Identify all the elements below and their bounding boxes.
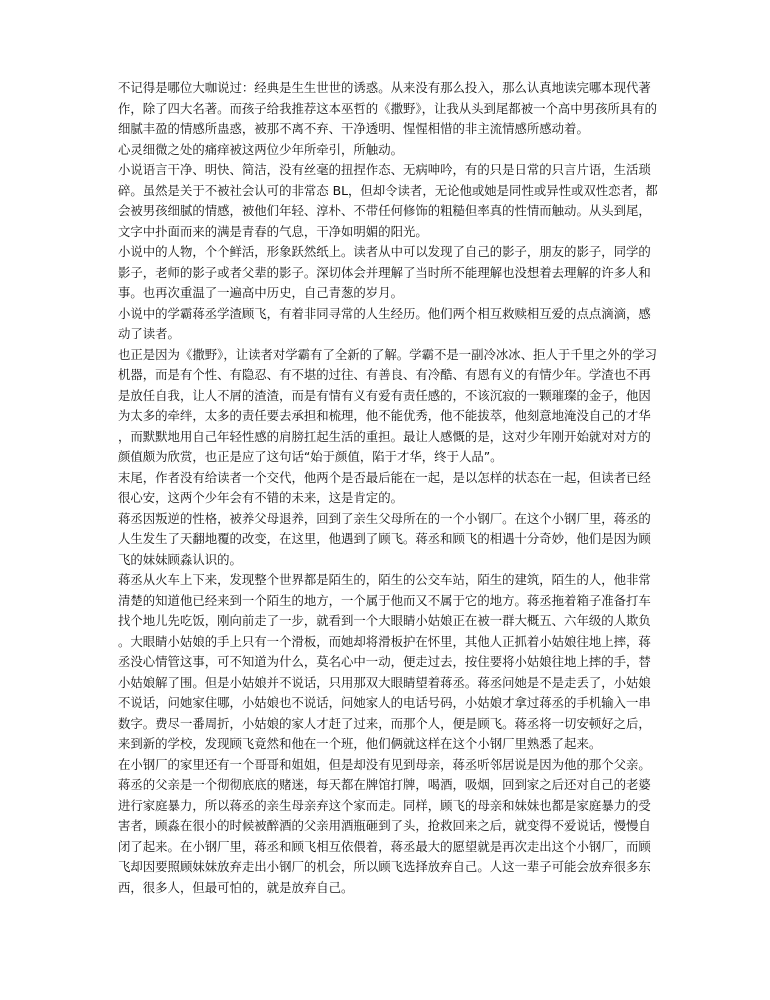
paragraph-language: 小说语言干净、明快、简洁，没有丝毫的扭捏作态、无病呻吟，有的只是日常的只言片语，生活琐碎。虽然是关于不被社会认可的非常态 BL，但却令读者，无论他或她是同性或异性或双性恋者，都会被男孩细腻的情感，被他们年轻、淳朴、不带任何修饰的粗糙但率真的性情而触动。从头到尾，文字中扑面而来的满是青春的气息，干净如明媚的阳光。	[118, 162, 658, 239]
paragraph-protagonists: 小说中的学霸蒋丞学渣顾飞，有着非同寻常的人生经历。他们两个相互救赎相互爱的点点滴滴，感动了读者。	[118, 305, 651, 341]
paragraph-characters: 小说中的人物，个个鲜活，形象跃然纸上。读者从中可以发现了自己的影子，朋友的影子，同学的影子，老师的影子或者父辈的影子。深切体会并理解了当时所不能理解也没想着去理解的许多人和事。也再次重温了一遍高中历史，自己青葱的岁月。	[118, 244, 651, 300]
paragraph-ending: 末尾，作者没有给读者一个交代，他两个是否最后能在一起，是以怎样的状态在一起，但读者已经很心安，这两个少年会有不错的未来，这是肯定的。	[118, 469, 651, 505]
paragraph-intro: 不记得是哪位大咖说过：经典是生生世世的诱惑。从来没有那么投入，那么认真地读完哪本现代著作，除了四大名著。而孩子给我推荐这本巫哲的《撒野》，让我从头到尾都被一个高中男孩所具有的细腻丰盈的情感所蛊惑，被那不离不弃、干净透明、惺惺相惜的非主流情感所感动着。	[118, 80, 657, 136]
paragraph-meeting: 蒋丞因叛逆的性格，被养父母退养，回到了亲生父母所在的一个小钢厂。在这个小钢厂里，蒋丞的人生发生了天翻地覆的改变，在这里，他遇到了顾飞。蒋丞和顾飞的相遇十分奇妙，他们是因为顾飞的妹妹顾淼认识的。	[118, 510, 651, 567]
paragraph-train-station: 蒋丞从火车上下来，发现整个世界都是陌生的，陌生的公交车站，陌生的建筑，陌生的人，他非常清楚的知道他已经来到一个陌生的地方，一个属于他而又不属于它的地方。蒋丞拖着箱子准备打车找个地儿先吃饭，刚向前走了一步，就看到一个大眼睛小姑娘正在被一群大概五、六年级的人欺负。大眼睛小姑娘的手上只有一个滑板，而她却将滑板护在怀里，其他人正抓着小姑娘往地上摔，蒋丞没心情管这事，可不知道为什么，莫名心中一动，便走过去，按住要将小姑娘往地上摔的手，替小姑娘解了围。但是小姑娘并不说话，只用那双大眼睛望着蒋丞。蒋丞问她是不是走丢了，小姑娘不说话，问她家住哪，小姑娘也不说话，问她家人的电话号码，小姑娘才拿过蒋丞的手机输入一串数字。费尽一番周折，小姑娘的家人才赶了过来，而那个人，便是顾飞。蒋丞将一切安顿好之后，来到新的学校，发现顾飞竟然和他在一个班，他们俩就这样在这个小钢厂里熟悉了起来。	[118, 572, 651, 751]
paragraph-touched: 心灵细微之处的痛痒被这两位少年所牵引，所触动。	[118, 141, 403, 157]
paragraph-family: 在小钢厂的家里还有一个哥哥和姐姐，但是却没有见到母亲，蒋丞听邻居说是因为他的那个父亲。蒋丞的父亲是一个彻彻底底的赌迷，每天都在牌馆打牌，喝酒，吸烟，回到家之后还对自己的老婆进行家庭暴力，所以蒋丞的亲生母亲弃这个家而走。同样，顾飞的母亲和妹妹也都是家庭暴力的受害者，顾淼在很小的时候被醉酒的父亲用酒瓶砸到了头，抢救回来之后，就变得不爱说话，慢慢自闭了起来。在小钢厂里，蒋丞和顾飞相互依偎着，蒋丞最大的愿望就是再次走出这个小钢厂，而顾飞却因要照顾妹妹放弃走出小钢厂的机会，所以顾飞选择放弃自己。人这一辈子可能会放弃很多东西，很多人，但最可怕的，就是放弃自己。	[118, 756, 651, 895]
paragraph-xueba: 也正是因为《撒野》，让读者对学霸有了全新的了解。学霸不是一副冷冰冰、拒人于千里之外的学习机器，而是有个性、有隐忍、有不堪的过往、有善良、有冷酷、有恩有义的有情少年。学渣也不再是放任自我，让人不屑的渣渣，而是有情有义有爱有责任感的，不该沉寂的一颗璀璨的金子，他因为太多的牵绊，太多的责任要去承担和梳理，他不能优秀，他不能拔萃，他刻意地淹没自己的才华，而默默地用自己年轻性感的肩膀扛起生活的重担。最让人感慨的是，这对少年刚开始就对对方的颜值颇为欣赏，也正是应了这句话“始于颜值，陷于才华，终于人品”。	[118, 346, 657, 464]
document-body	[118, 78, 658, 898]
